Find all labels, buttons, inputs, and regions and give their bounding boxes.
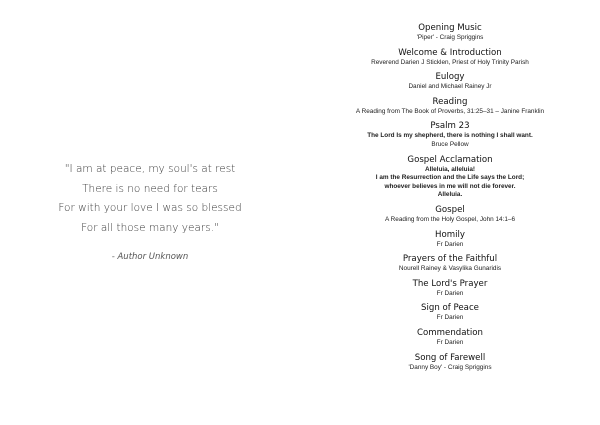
- program-item-detail: Fr Darien: [436, 289, 464, 297]
- program-item-detail: A Reading from the Holy Gospel, John 14:1–6: [384, 215, 516, 223]
- program-item-title: Opening Music: [418, 23, 482, 33]
- poem-line: "I am at peace, my soul's at rest: [64, 163, 236, 175]
- program-item-detail: Nourell Rainey & Vasylika Gunaridis: [398, 265, 502, 273]
- program-item-title: Psalm 23: [430, 121, 470, 132]
- program-item-title: The Lord's Prayer: [412, 278, 488, 289]
- program-item: [300, 121, 600, 149]
- program-item-title: Gospel Acclamation: [407, 154, 493, 165]
- program-item-detail: Bruce Pellow: [431, 140, 469, 148]
- program-item: [300, 72, 600, 92]
- program-item-detail: whoever believes in me will not die forever.: [384, 182, 516, 190]
- program-item-title: Homily: [435, 229, 465, 240]
- program-item-title: Sign of Peace: [421, 303, 479, 314]
- program-item-detail: The Lord Is my shepherd, there is nothing I shall want.: [367, 132, 533, 140]
- program-item-detail: Fr Darien: [436, 314, 464, 322]
- poem-line: There is no need for tears: [82, 182, 218, 195]
- poem-line: For all those many years.": [81, 221, 219, 234]
- program-item-detail: Alleluia, alleluia!: [424, 165, 476, 173]
- program-item: [300, 97, 600, 117]
- program-item-title: Eulogy: [435, 72, 465, 83]
- order-of-service-panel: [300, 0, 600, 425]
- program-item-title: Commendation: [417, 327, 483, 338]
- program-item-detail: Fr Darien: [436, 240, 464, 248]
- program-item: [300, 254, 600, 274]
- program-item-title: Song of Farewell: [414, 352, 486, 363]
- order-of-service: [300, 23, 600, 377]
- poem-author: - Author Unknown: [111, 252, 189, 262]
- program-item-title: Welcome & Introduction: [398, 47, 502, 58]
- program-item-title: Prayers of the Faithful: [402, 254, 498, 265]
- program-item-detail: I am the Resurrection and the Life says the Lord;: [375, 174, 525, 182]
- program-item-title: Reading: [432, 96, 468, 107]
- poem: [0, 160, 300, 238]
- program-item-detail: Reverend Darien J Sticklen, Priest of Holy Trinity Parish: [371, 58, 529, 66]
- program-item: [300, 328, 600, 348]
- program-item-detail: 'Piper' - Craig Spriggins: [416, 34, 484, 41]
- program-item: [300, 303, 600, 323]
- program-item: [300, 230, 600, 250]
- program-item: [300, 353, 600, 373]
- program-item: [300, 48, 600, 68]
- program-item-detail: Daniel and Michael Rainey Jr: [408, 83, 492, 91]
- program-item: [300, 205, 600, 225]
- program-item: [300, 155, 600, 200]
- program-item-title: Gospel: [435, 204, 465, 215]
- program-item-detail: A Reading from The Book of Proverbs, 31:25–31 – Janine Franklin: [355, 107, 545, 115]
- program-item: [300, 279, 600, 299]
- program-item-detail: Fr Darien: [436, 338, 464, 346]
- program-item-detail: Alleluia.: [437, 191, 463, 199]
- program-item: [300, 23, 600, 43]
- poem-line: For with your love I was so blessed: [58, 202, 242, 214]
- program-item-detail: 'Danny Boy' - Craig Spriggins: [408, 363, 492, 371]
